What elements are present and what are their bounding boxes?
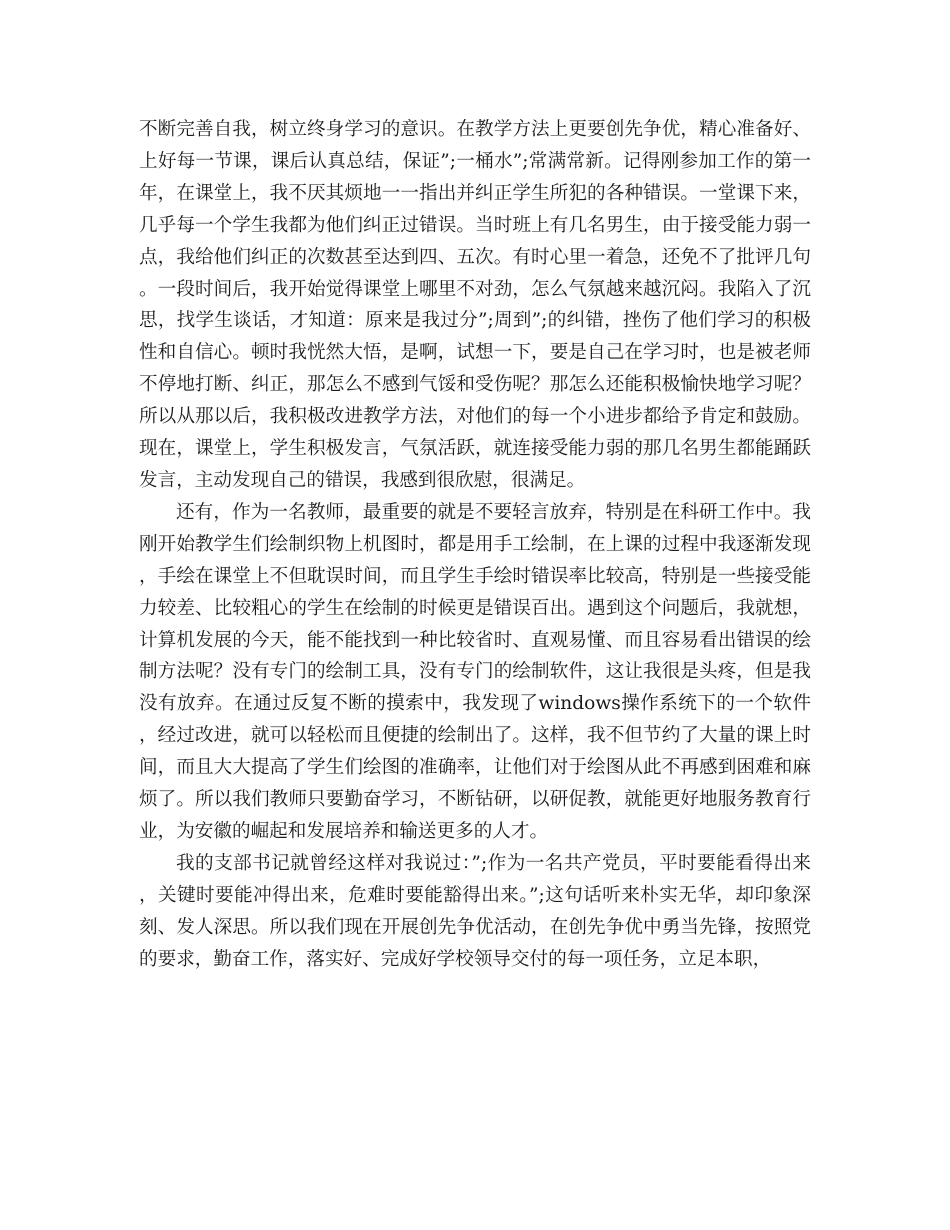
paragraph-1: 不断完善自我，树立终身学习的意识。在教学方法上更要创先争优，精心准备好、上好每一节课，课后认真总结，保证”;一桶水”;常满常新。记得刚参加工作的第一年，在课堂上，我不厌其烦地一一指出并纠正学生所犯的各种错误。一堂课下来，几乎每一个学生我都为他们纠正过错误。当时班上有几名男生，由于接受能力弱一点，我给他们纠正的次数甚至达到四、五次。有时心里一着急，还免不了批评几句。一段时间后，我开始觉得课堂上哪里不对劲，怎么气氛越来越沉闷。我陷入了沉思，找学生谈话，才知道：原来是我过分”;周到”;的纠错，挫伤了他们学习的积极性和自信心。顿时我恍然大悟，是啊，试想一下，要是自己在学习时，也是被老师不停地打断、纠正，那怎么不感到气馁和受伤呢？那怎么还能积极愉快地学习呢？所以从那以后，我积极改进教学方法，对他们的每一个小进步都给予肯定和鼓励。现在，课堂上，学生积极发言，气氛活跃，就连接受能力弱的那几名男生都能踊跃发言，主动发现自己的错误，我感到很欣慰，很满足。: [139, 119, 811, 491]
paragraph-3: 我的支部书记就曾经这样对我说过：”;作为一名共产党员，平时要能看得出来，关键时要能冲得出来，危难时要能豁得出来。”;这句话听来朴实无华，却印象深刻、发人深思。所以我们现在开展创先争优活动，在创先争优中勇当先锋，按照党的要求，勤奋工作，落实好、完成好学校领导交付的每一项任务，立足本职，: [139, 852, 811, 970]
paragraph-2: 还有，作为一名教师，最重要的就是不要轻言放弃，特别是在科研工作中。我刚开始教学生们绘制织物上机图时，都是用手工绘制，在上课的过程中我逐渐发现，手绘在课堂上不但耽误时间，而且学生手绘时错误率比较高，特别是一些接受能力较差、比较粗心的学生在绘制的时候更是错误百出。遇到这个问题后，我就想，计算机发展的今天，能不能找到一种比较省时、直观易懂、而且容易看出错误的绘制方法呢？没有专门的绘制工具，没有专门的绘制软件，这让我很是头疼，但是我没有放弃。在通过反复不断的摸索中，我发现了windows操作系统下的一个软件，经过改进，就可以轻松而且便捷的绘制出了。这样，我不但节约了大量的课上时间，而且大大提高了学生们绘图的准确率，让他们对于绘图从此不再感到困难和麻烦了。所以我们教师只要勤奋学习，不断钻研，以研促教，就能更好地服务教育行业，为安徽的崛起和发展培养和输送更多的人才。: [139, 501, 811, 842]
document-body: [139, 114, 811, 975]
